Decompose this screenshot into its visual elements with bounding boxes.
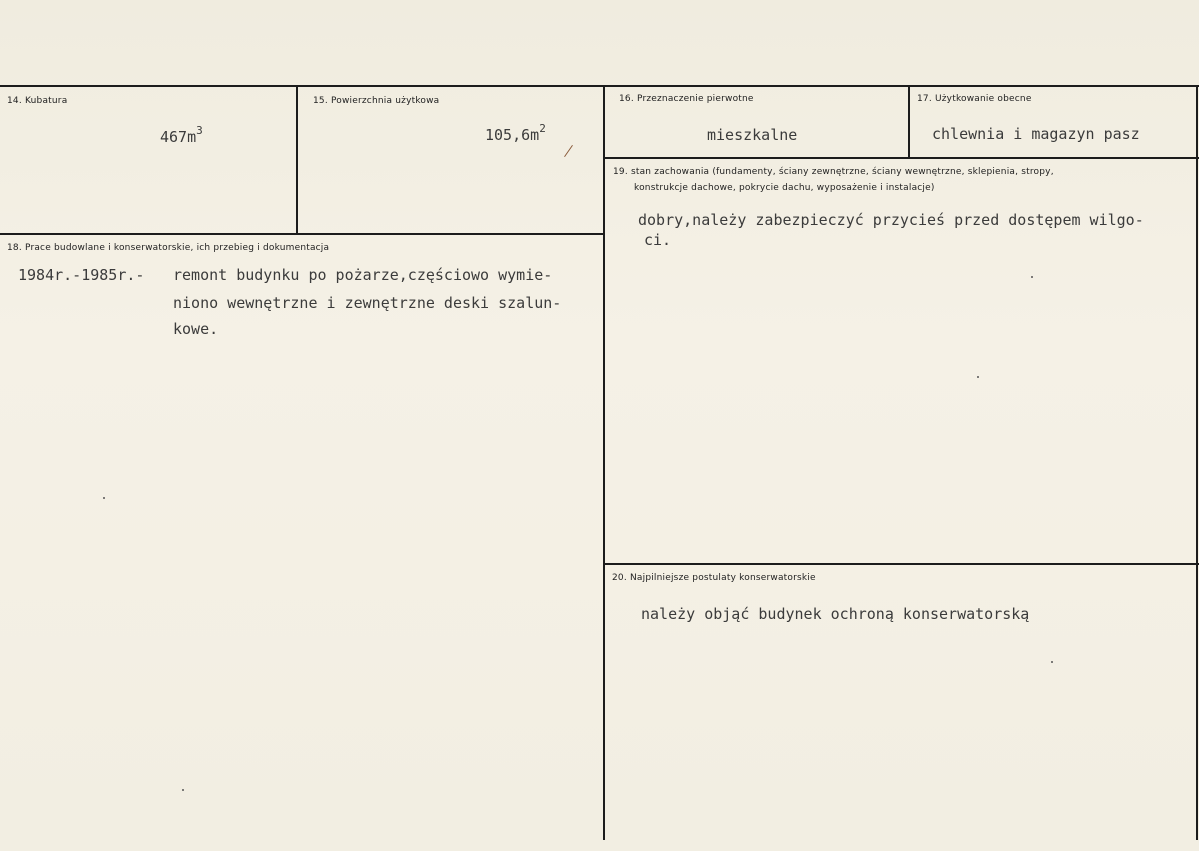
divider-14-15 xyxy=(296,85,298,234)
field-15-label: 15. Powierzchnia użytkowa xyxy=(313,96,440,106)
rule-row-16-17 xyxy=(604,157,1199,159)
field-18-line-1: remont budynku po pożarze,częściowo wymie- xyxy=(173,266,553,284)
field-15-value: $105,6m^2$ xyxy=(485,122,546,144)
field-16-value: mieszkalne xyxy=(707,126,798,144)
rule-row-19-20 xyxy=(604,563,1199,565)
field-16-label: 16. Przeznaczenie pierwotne xyxy=(619,94,754,104)
paper-speck xyxy=(1031,276,1033,278)
paper-speck xyxy=(182,789,184,791)
paper-speck xyxy=(103,497,105,499)
paper-speck xyxy=(1051,661,1053,663)
field-14-value: $467m^3$ xyxy=(160,124,203,146)
field-18-label: 18. Prace budowlane i konserwatorskie, ich przebieg i dokumentacja xyxy=(7,243,330,253)
divider-main xyxy=(603,85,605,840)
field-19-line-1: dobry,należy zabezpieczyć przycieś przed dostępem wilgo- xyxy=(638,211,1144,229)
field-18-line-2: niono wewnętrzne i zewnętrzne deski szalun- xyxy=(173,294,562,312)
field-19-label-line2: konstrukcje dachowe, pokrycie dachu, wyposażenie i instalacje) xyxy=(634,183,935,193)
field-20-value: należy objąć budynek ochroną konserwatorską xyxy=(641,605,1030,623)
pen-mark xyxy=(564,145,573,157)
divider-16-17 xyxy=(908,85,910,158)
field-17-label: 17. Użytkowanie obecne xyxy=(917,94,1032,104)
field-17-value: chlewnia i magazyn pasz xyxy=(932,125,1140,143)
field-19-line-2: ci. xyxy=(644,231,672,249)
right-border xyxy=(1196,85,1198,840)
field-20-label: 20. Najpilniejsze postulaty konserwatorskie xyxy=(612,573,816,583)
field-18-line-3: kowe. xyxy=(173,320,219,338)
paper-speck xyxy=(977,376,979,378)
field-14-label: 14. Kubatura xyxy=(7,96,68,106)
field-19-label-line1: 19. stan zachowania (fundamenty, ściany zewnętrzne, ściany wewnętrzne, sklepienia, stropy, xyxy=(613,167,1054,177)
field-18-date: 1984r.-1985r.- xyxy=(18,266,145,284)
top-rule xyxy=(0,85,1199,87)
rule-row-14-15 xyxy=(0,233,604,235)
